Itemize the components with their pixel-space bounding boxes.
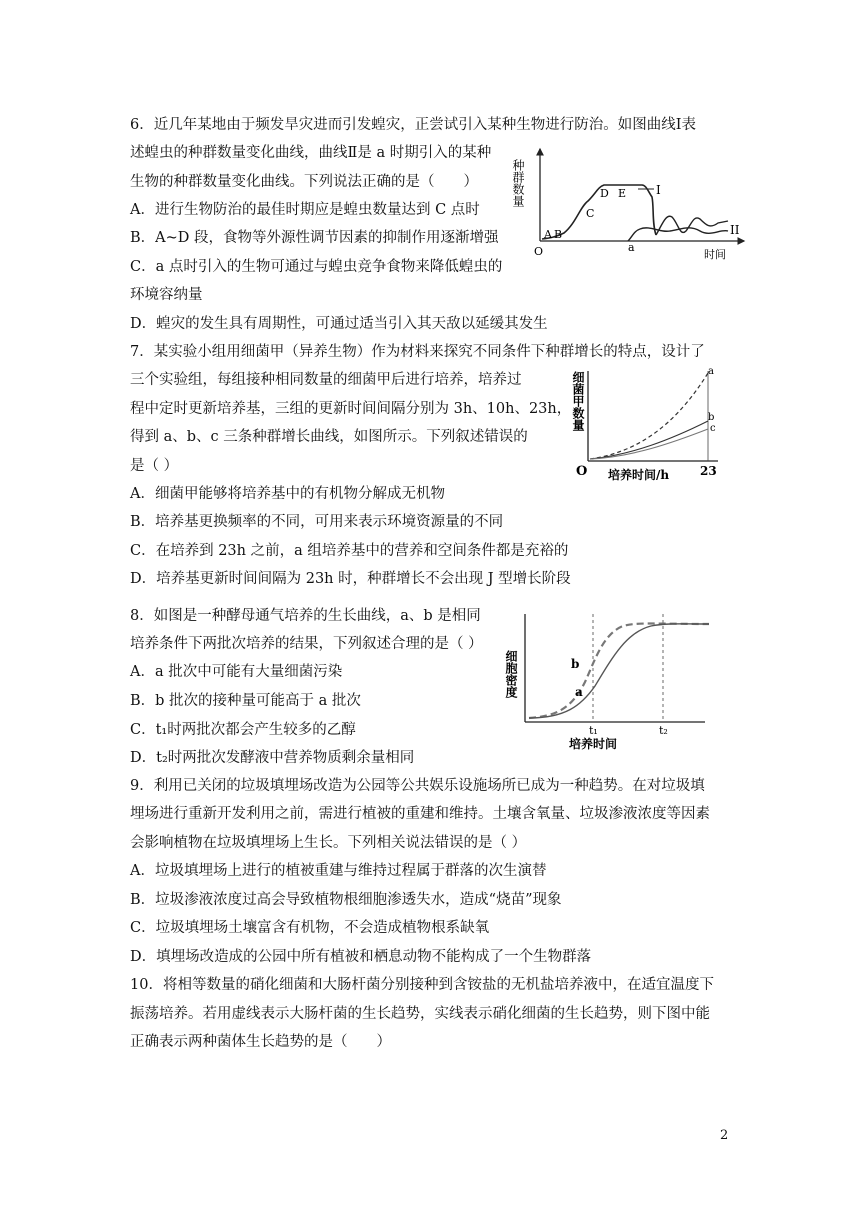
q6-option-b: B．A~D 段，食物等外源性调节因素的抑制作用逐渐增强 [130, 230, 499, 246]
q7-curve-b [590, 421, 708, 459]
q6-point-a: A [544, 228, 552, 241]
q10-line: 振荡培养。若用虚线表示大肠杆菌的生长趋势，实线表示硝化细菌的生长趋势，则下图中能 [130, 1006, 710, 1022]
q6-option-c-cont: 环境容纳量 [130, 287, 203, 303]
q6-option-a: A．进行生物防治的最佳时期应是蝗虫数量达到 C 点时 [130, 202, 480, 218]
q6-point-d: D [600, 187, 609, 200]
q9-option-a: A．垃圾填埋场上进行的植被重建与维持过程属于群落的次生演替 [130, 863, 547, 879]
q8-curve-a [529, 624, 709, 718]
q7-xlabel: 培养时间/h [608, 468, 670, 482]
q7-label-a: a [708, 366, 714, 377]
q7-option-b: B．培养基更换频率的不同，可用来表示环境资源量的不同 [130, 514, 504, 530]
q8-ylabel: 细胞密度 [504, 650, 518, 698]
q8-option-d: D．t₂时两批次发酵液中营养物质剩余量相同 [130, 750, 415, 766]
q8-xlabel: 培养时间 [569, 737, 618, 751]
q10-line: 正确表示两种菌体生长趋势的是（ ） [130, 1034, 391, 1050]
q8-option-b: B．b 批次的接种量可能高于 a 批次 [130, 693, 361, 709]
q8-label-b: b [571, 657, 580, 671]
q6-line: 述蝗虫的种群数量变化曲线，曲线Ⅱ是 a 时期引入的某种 [130, 145, 492, 161]
q7-line: 程中定时更新培养基，三组的更新时间间隔分别为 3h、10h、23h， [130, 401, 572, 417]
q9-option-b: B．垃圾渗液浓度过高会导致植物根细胞渗透失水，造成“烧苗”现象 [130, 892, 562, 908]
q7-line: 三个实验组，每组接种相同数量的细菌甲后进行培养，培养过 [130, 372, 522, 388]
q6-origin: O [534, 245, 544, 258]
q7-line: 是（ ） [130, 458, 179, 474]
q7-option-d: D．培养基更新时间间隔为 23h 时，种群增长不会出现 J 型增长阶段 [130, 571, 571, 587]
q8-option-c: C．t₁时两批次都会产生较多的乙醇 [130, 722, 356, 738]
q6-curve-2 [628, 228, 728, 241]
q6-curve-2-label: II [730, 223, 740, 237]
q8-t1-label: t₁ [589, 724, 598, 737]
q8-line: 培养条件下两批次培养的结果，下列叙述合理的是（ ） [130, 636, 483, 652]
q6-point-c: C [586, 207, 595, 220]
q9-option-d: D．填埋场改造成的公园中所有植被和栖息动物不能构成了一个生物群落 [130, 949, 592, 965]
q6-point-a-time: a [628, 241, 635, 254]
q6-curve-1-label: I [656, 183, 661, 197]
q8-label-a: a [575, 685, 583, 699]
q8-curve-b [529, 624, 709, 719]
q6-line: 生物的种群数量变化曲线。下列说法正确的是（ ） [130, 174, 478, 190]
q6-ylabel: 种群数量 [511, 159, 525, 207]
q8-figure [505, 610, 715, 750]
q7-line: 得到 a、b、c 三条种群增长曲线，如图所示。下列叙述错误的 [130, 429, 528, 445]
q7-origin: O [576, 464, 588, 479]
page-number: 2 [720, 1128, 729, 1143]
q6-xlabel: 时间 [704, 248, 726, 261]
q8-line: 8．如图是一种酵母通气培养的生长曲线，a、b 是相同 [130, 608, 481, 624]
q7-ylabel: 细菌甲数量 [571, 371, 585, 431]
q9-line: 埋场进行重新开发利用之前，需进行植被的重建和维持。土壤含氧量、垃圾渗液浓度等因素 [130, 806, 710, 822]
q7-line: 7．某实验小组用细菌甲（异养生物）作为材料来探究不同条件下种群增长的特点，设计了 [130, 344, 705, 360]
q6-point-b: B [554, 228, 563, 241]
q6-option-c: C．a 点时引入的生物可通过与蝗虫竞争食物来降低蝗虫的 [130, 259, 503, 275]
q6-figure [511, 145, 752, 265]
q9-option-c: C．垃圾填埋场土壤富含有机物，不会造成植物根系缺氧 [130, 920, 490, 936]
q7-option-c: C．在培养到 23h 之前，a 组培养基中的营养和空间条件都是充裕的 [130, 543, 569, 559]
q8-option-a: A．a 批次中可能有大量细菌污染 [130, 664, 343, 680]
q8-t2-label: t₂ [659, 724, 668, 737]
q7-option-a: A．细菌甲能够将培养基中的有机物分解成无机物 [130, 486, 445, 502]
q10-line: 10．将相等数量的硝化细菌和大肠杆菌分别接种到含铵盐的无机盐培养液中，在适宜温度下 [130, 977, 714, 993]
q6-option-d: D．蝗灾的发生具有周期性，可通过适当引入其天敌以延缓其发生 [130, 316, 548, 332]
q7-label-c: c [710, 423, 716, 434]
q7-label-b: b [708, 412, 715, 423]
q6-point-e: E [618, 187, 627, 200]
q7-curve-c [590, 429, 708, 459]
q6-line: 6．近几年某地由于频发旱灾进而引发蝗灾，正尝试引入某种生物进行防治。如图曲线Ⅰ表 [130, 117, 696, 133]
q7-x-tick-23: 23 [700, 464, 717, 478]
q9-line: 会影响植物在垃圾填埋场上生长。下列相关说法错误的是（ ） [130, 835, 527, 851]
q9-line: 9．利用已关闭的垃圾填埋场改造为公园等公共娱乐设施场所已成为一种趋势。在对垃圾填 [130, 778, 705, 794]
q7-figure [562, 365, 730, 483]
